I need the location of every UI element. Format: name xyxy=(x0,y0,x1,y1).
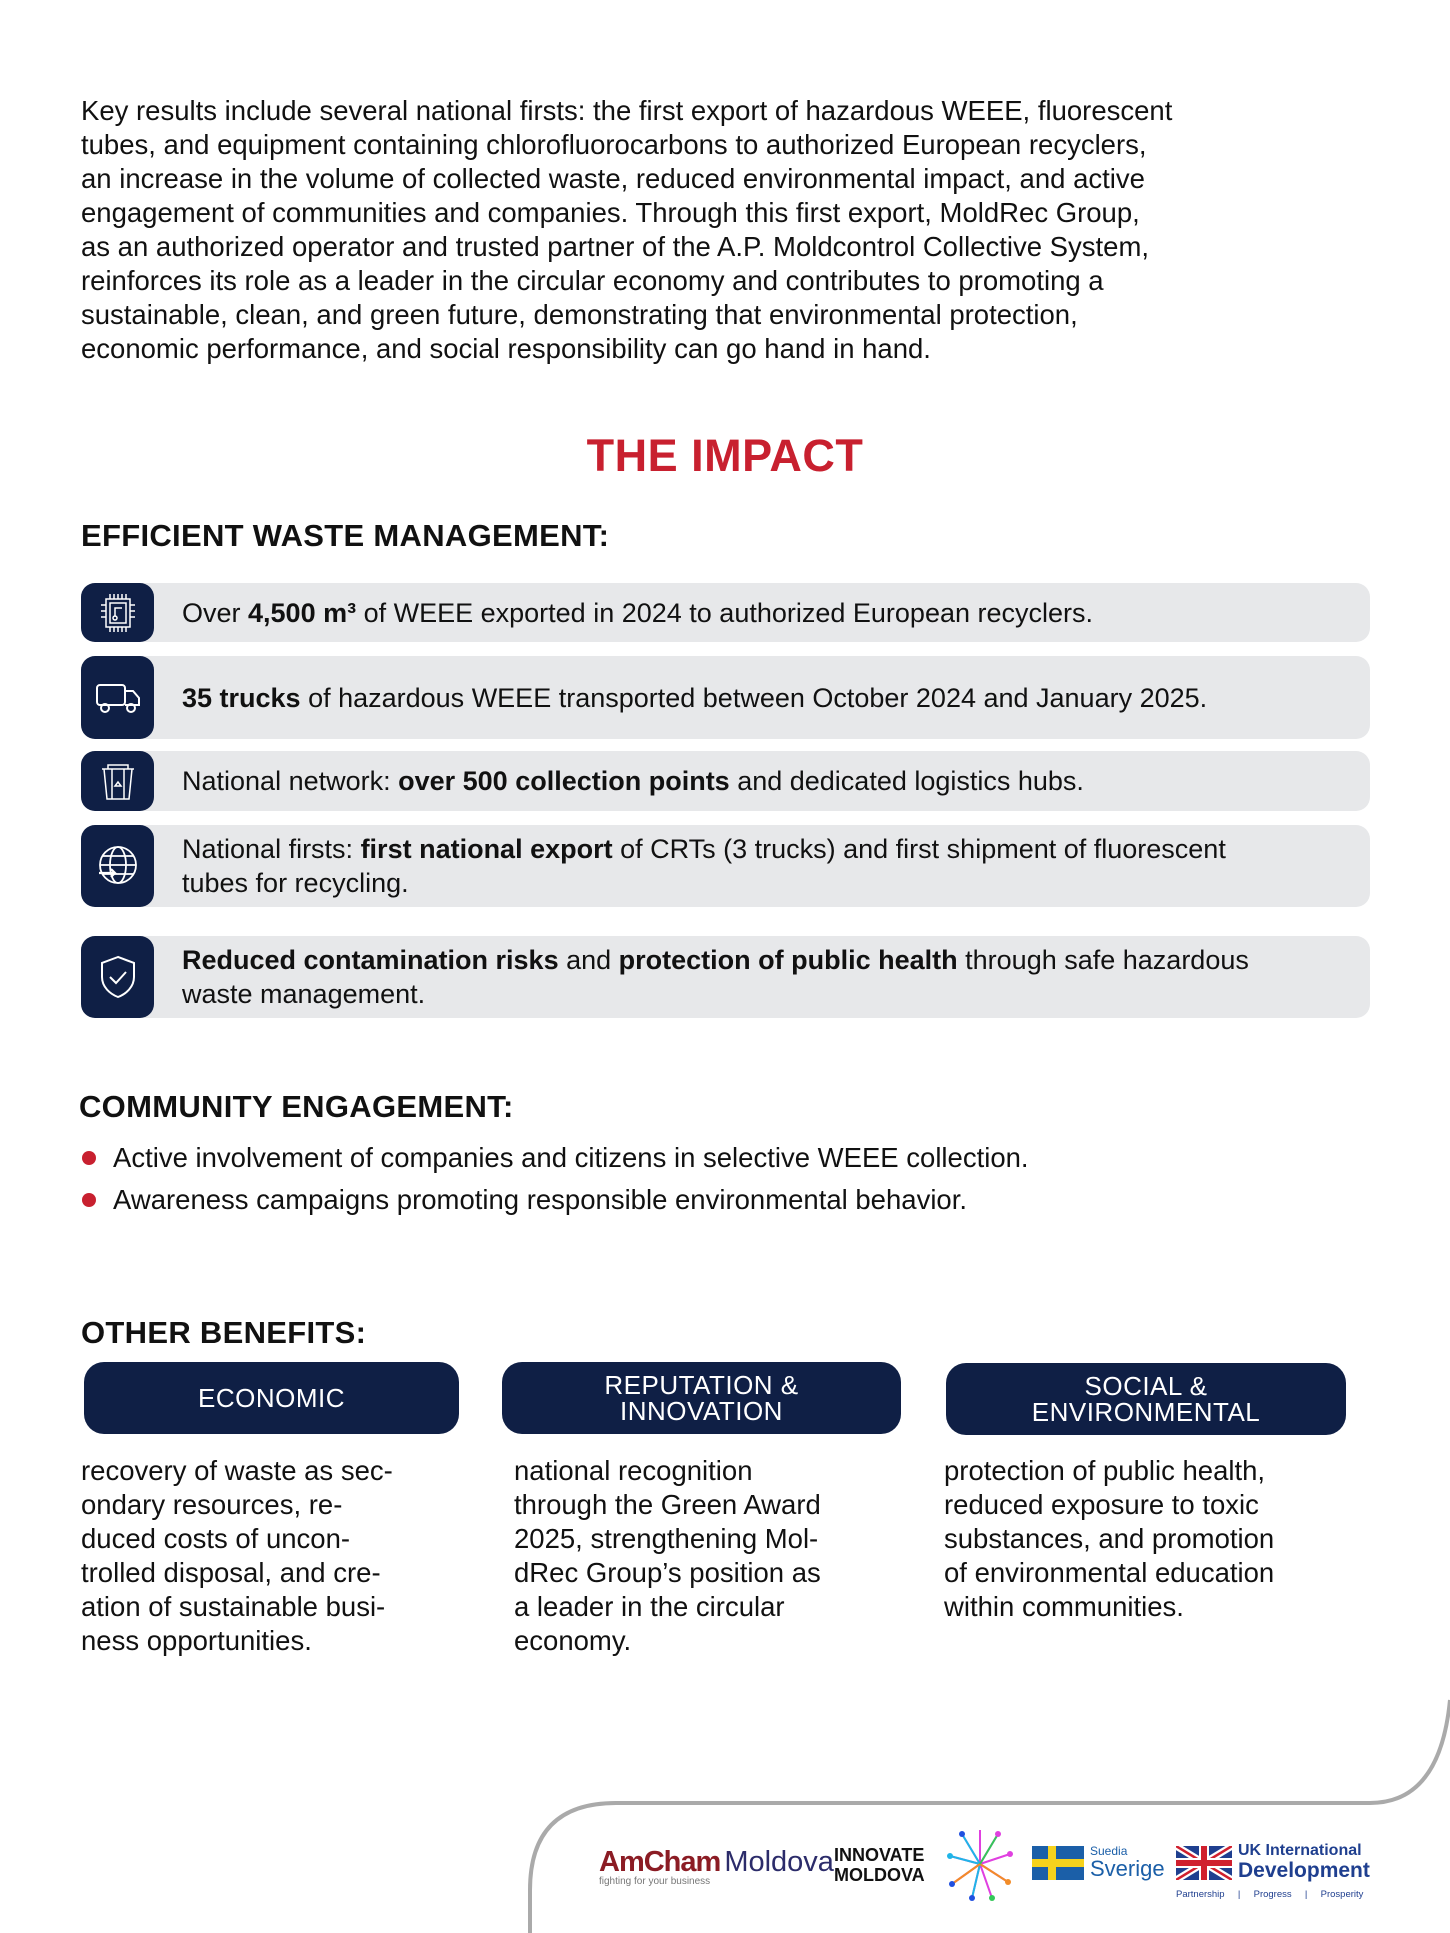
impact-row: Over 4,500 m³ of WEEE exported in 2024 to authorized European recyclers. xyxy=(81,583,1370,642)
benefit-economic-text xyxy=(81,1454,393,1658)
text-line: reinforces its role as a leader in the circular economy and contributes to promoting a xyxy=(81,265,1104,296)
text-line: 2025, strengthening Mol- xyxy=(514,1523,819,1554)
bullet-dot-icon xyxy=(82,1151,96,1165)
chip-icon xyxy=(81,583,154,642)
waste-heading: EFFICIENT WASTE MANAGEMENT: xyxy=(81,518,610,553)
text-line: of environmental education xyxy=(944,1557,1275,1588)
text-line: protection of public health, xyxy=(944,1455,1266,1486)
partner-logos xyxy=(590,1820,1390,1910)
impact-row: Reduced contamination risks and protection of public health through safe hazardous waste management. xyxy=(81,936,1370,1018)
bullet-item: Active involvement of companies and citizens in selective WEEE collection. xyxy=(82,1142,1029,1174)
text-line: substances, and promotion xyxy=(944,1523,1275,1554)
innovate-network-icon xyxy=(942,1826,1018,1902)
uk-development-logo-text: UK International Development xyxy=(1238,1842,1370,1882)
text-line: through the Green Award xyxy=(514,1489,821,1520)
text-line: economy. xyxy=(514,1625,632,1656)
community-heading: COMMUNITY ENGAGEMENT: xyxy=(79,1089,514,1124)
text-line: economic performance, and social responsibility can go hand in hand. xyxy=(81,333,931,364)
impact-row: 35 trucks of hazardous WEEE transported between October 2024 and January 2025. xyxy=(81,656,1370,739)
text-line: a leader in the circular xyxy=(514,1591,785,1622)
text-line: duced costs of uncon- xyxy=(81,1523,351,1554)
benefit-social-label: SOCIAL & ENVIRONMENTAL xyxy=(946,1363,1346,1435)
text-line: recovery of waste as sec- xyxy=(81,1455,393,1486)
intro-paragraph xyxy=(81,94,1172,366)
text-line: ondary resources, re- xyxy=(81,1489,343,1520)
text-line: national recognition xyxy=(514,1455,753,1486)
text-line: an increase in the volume of collected waste, reduced environmental impact, and active xyxy=(81,163,1145,194)
text-line: Key results include several national firsts: the first export of hazardous WEEE, fluorescent xyxy=(81,95,1173,126)
text-line: dRec Group’s position as xyxy=(514,1557,821,1588)
text-line: within communities. xyxy=(944,1591,1184,1622)
innovate-moldova-logo: INNOVATE MOLDOVA xyxy=(834,1845,925,1885)
sweden-logo-text: Suedia Sverige xyxy=(1090,1844,1165,1881)
benefit-reputation-text xyxy=(514,1454,821,1658)
benefit-economic-label: ECONOMIC xyxy=(84,1362,459,1434)
text-line: trolled disposal, and cre- xyxy=(81,1557,381,1588)
benefit-social-text xyxy=(944,1454,1274,1624)
impact-title: THE IMPACT xyxy=(586,430,864,481)
impact-row: National network: over 500 collection points and dedicated logistics hubs. xyxy=(81,751,1370,811)
bullet-dot-icon xyxy=(82,1193,96,1207)
text-line: as an authorized operator and trusted partner of the A.P. Moldcontrol Collective System, xyxy=(81,231,1150,262)
text-line: engagement of communities and companies. Through this first export, MoldRec Group, xyxy=(81,197,1140,228)
uk-flag-icon xyxy=(1176,1846,1232,1880)
recycle-bin-icon xyxy=(81,751,154,811)
bullet-item: Awareness campaigns promoting responsible environmental behavior. xyxy=(82,1184,967,1216)
sweden-flag-icon xyxy=(1032,1846,1084,1880)
text-line: ation of sustainable busi- xyxy=(81,1591,386,1622)
text-line: sustainable, clean, and green future, demonstrating that environmental protection, xyxy=(81,299,1078,330)
text-line: tubes, and equipment containing chlorofluorocarbons to authorized European recyclers, xyxy=(81,129,1147,160)
text-line: ness opportunities. xyxy=(81,1625,312,1656)
uk-tagline: Partnership | Progress | Prosperity xyxy=(1176,1889,1364,1900)
globe-arrow-icon xyxy=(81,825,154,907)
amcham-logo: AmCham Moldova fighting for your business xyxy=(599,1846,834,1887)
benefit-reputation-label: REPUTATION & INNOVATION xyxy=(502,1362,901,1434)
shield-check-icon xyxy=(81,936,154,1018)
text-line: reduced exposure to toxic xyxy=(944,1489,1259,1520)
truck-icon xyxy=(81,656,154,739)
impact-row: National firsts: first national export of CRTs (3 trucks) and first shipment of fluorescent tubes for recycling. xyxy=(81,825,1370,907)
benefits-heading: OTHER BENEFITS: xyxy=(81,1315,367,1350)
